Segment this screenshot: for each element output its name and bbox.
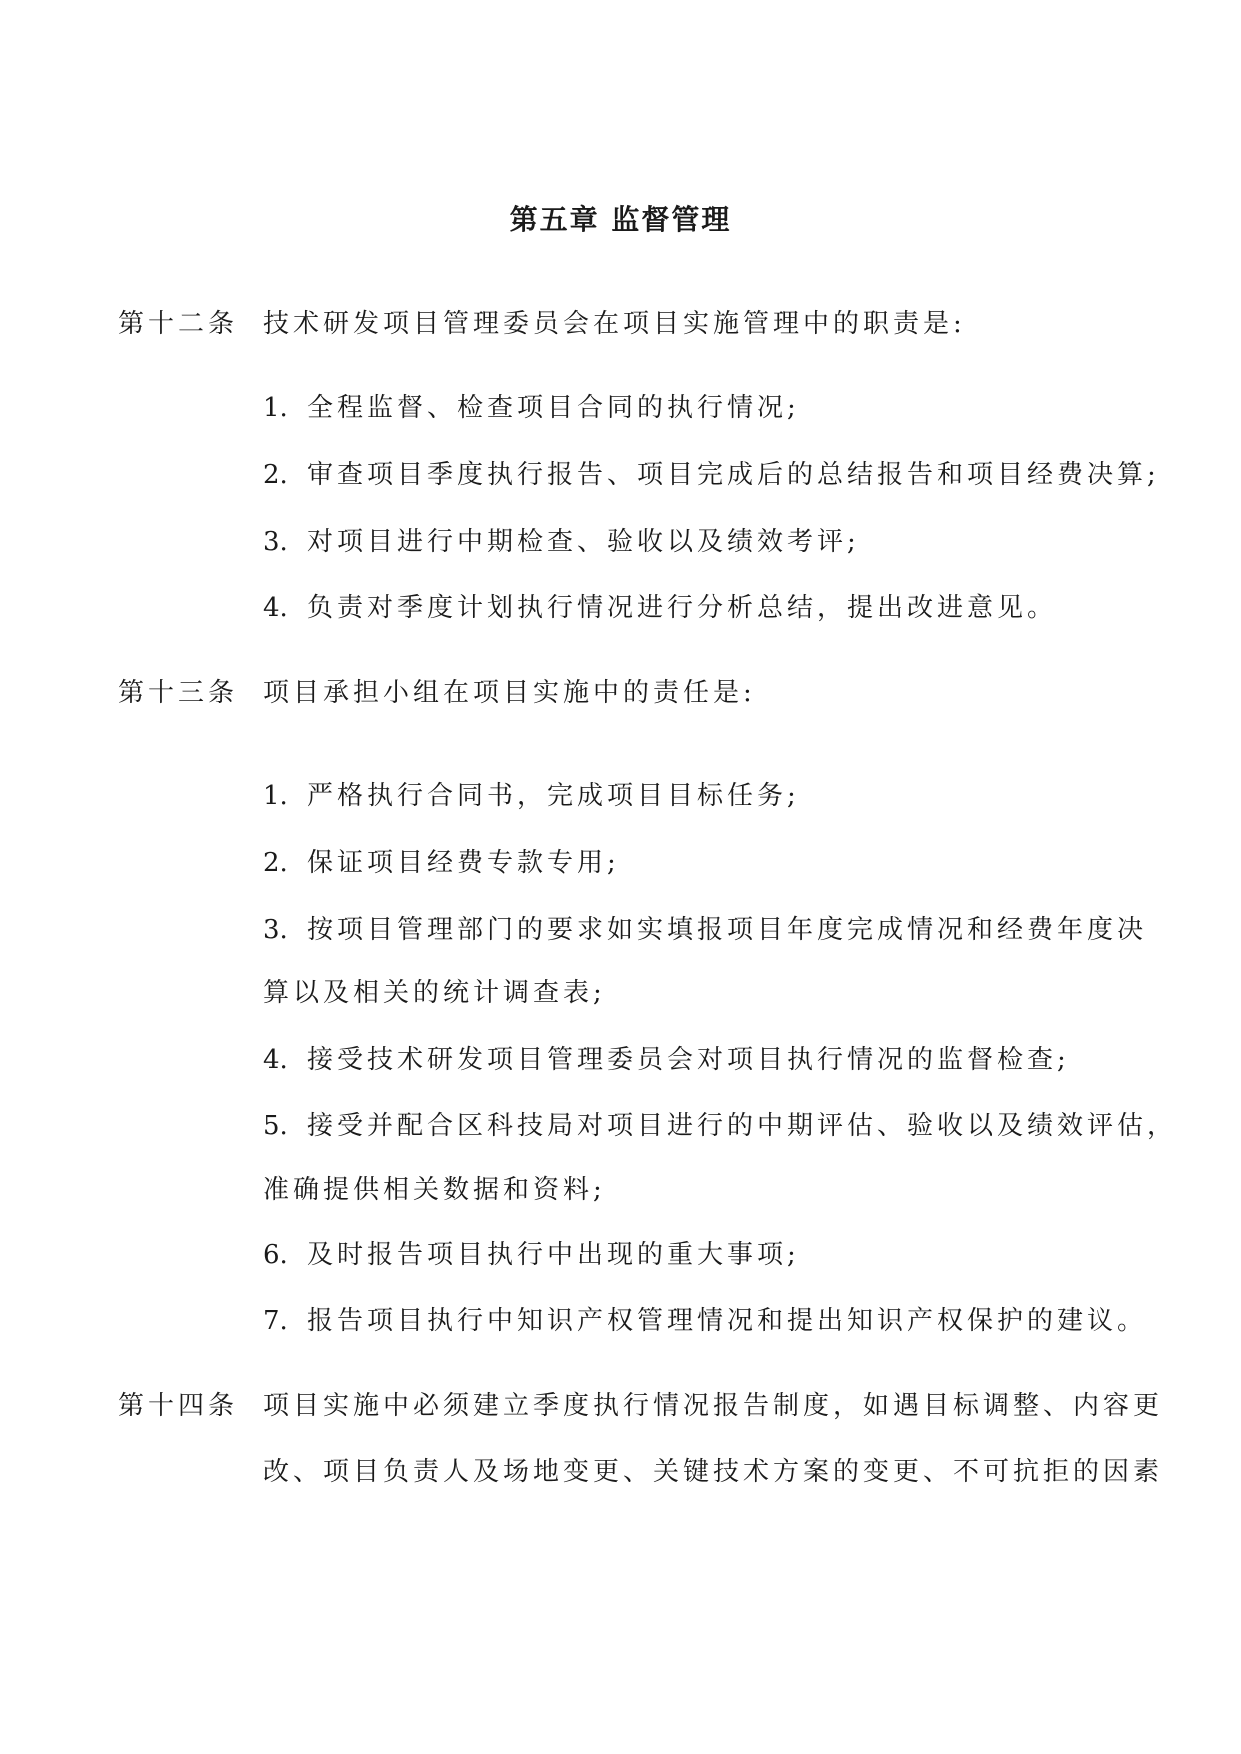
- article-13-item-5-continuation: 准确提供相关数据和资料;: [263, 1175, 606, 1205]
- article-12-item-4: [263, 588, 1057, 628]
- item-number: 7.: [263, 1306, 288, 1336]
- item-text: 全程监督、检查项目合同的执行情况;: [307, 393, 800, 423]
- article-12-label: 第十二条: [118, 309, 239, 339]
- item-text: 对项目进行中期检查、验收以及绩效考评;: [307, 527, 860, 557]
- item-text: 按项目管理部门的要求如实填报项目年度完成情况和经费年度决: [307, 915, 1148, 945]
- item-number: 5.: [263, 1111, 288, 1141]
- article-13-item-4: [263, 1040, 1070, 1080]
- item-text: 负责对季度计划执行情况进行分析总结，提出改进意见。: [307, 593, 1058, 623]
- item-number: 2.: [263, 460, 288, 490]
- item-text: 保证项目经费专款专用;: [307, 848, 620, 878]
- article-13-item-6: [263, 1235, 800, 1275]
- article-14-intro-line-1: 项目实施中必须建立季度执行情况报告制度，如遇目标调整、内容更: [263, 1391, 1164, 1421]
- item-number: 3.: [263, 527, 288, 557]
- article-13-item-3: [263, 910, 1147, 950]
- item-text: 报告项目执行中知识产权管理情况和提出知识产权保护的建议。: [307, 1306, 1148, 1336]
- article-14-label: 第十四条: [118, 1391, 239, 1421]
- item-number: 3.: [263, 915, 288, 945]
- article-12-item-3: [263, 522, 860, 562]
- article-12-item-1: [263, 388, 800, 428]
- item-text: 严格执行合同书，完成项目目标任务;: [307, 781, 800, 811]
- article-13-item-3-continuation: 算以及相关的统计调查表;: [263, 978, 606, 1008]
- article-13-item-7: [263, 1301, 1147, 1341]
- item-text: 接受并配合区科技局对项目进行的中期评估、验收以及绩效评估，: [307, 1111, 1178, 1141]
- article-13-item-2: [263, 843, 620, 883]
- article-14-intro-line-2: 改、项目负责人及场地变更、关键技术方案的变更、不可抗拒的因素: [263, 1457, 1164, 1487]
- article-13-item-1: [263, 776, 800, 816]
- item-number: 1.: [263, 781, 288, 811]
- item-text: 审查项目季度执行报告、项目完成后的总结报告和项目经费决算;: [307, 460, 1160, 490]
- item-text: 接受技术研发项目管理委员会对项目执行情况的监督检查;: [307, 1045, 1070, 1075]
- item-text: 及时报告项目执行中出现的重大事项;: [307, 1240, 800, 1270]
- chapter-title: 第五章 监督管理: [509, 203, 732, 236]
- item-number: 2.: [263, 848, 288, 878]
- item-number: 4.: [263, 593, 288, 623]
- article-13-intro: 项目承担小组在项目实施中的责任是:: [263, 678, 756, 708]
- article-12-intro: 技术研发项目管理委员会在项目实施管理中的职责是:: [263, 309, 966, 339]
- article-13-item-5: [263, 1106, 1177, 1146]
- item-number: 1.: [263, 393, 288, 423]
- item-number: 4.: [263, 1045, 288, 1075]
- item-number: 6.: [263, 1240, 288, 1270]
- article-12-item-2: [263, 455, 1160, 495]
- article-13-label: 第十三条: [118, 678, 239, 708]
